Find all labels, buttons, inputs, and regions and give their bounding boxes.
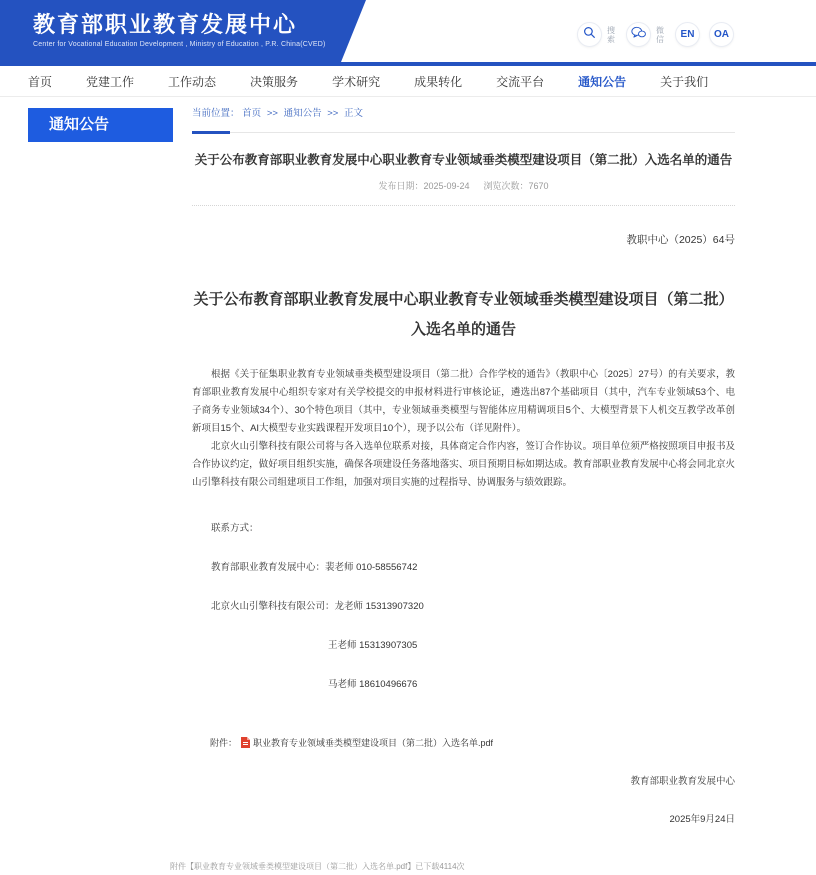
nav-item-achievements[interactable]: 成果转化: [414, 74, 463, 89]
notice-heading: [192, 285, 735, 345]
pdf-icon: [241, 737, 250, 748]
nav-item-exchange-platform[interactable]: 交流平台: [496, 74, 545, 89]
wechat-button[interactable]: [626, 22, 651, 47]
paragraph-2: 北京火山引擎科技有限公司将与各入选单位联系对接，具体商定合作内容，签订合作协议。项目单位须严格按照项目申报书及合作协议约定，做好项目组织实施，确保各项建设任务落地落实、项目预期目标如期达成。教育部职业教育发展中心将会同北京火山引擎科技有限公司组建项目工作组，加强对项目实施的过程指导、协调服务与绩效跟踪。: [192, 441, 735, 488]
oa-button[interactable]: OA: [709, 22, 734, 47]
search-button[interactable]: [577, 22, 602, 47]
attachment-label: 附件：: [210, 738, 238, 748]
notice-heading-line1: 关于公布教育部职业教育发展中心职业教育专业领域垂类模型建设项目（第二批）: [193, 291, 734, 308]
contact-ma: 马老师 18610496676: [328, 679, 418, 690]
site-subtitle-en: Center for Vocational Education Development , Ministry of Education , P.R. China(CVED): [33, 41, 326, 48]
signature-date: 2025年9月24日: [669, 814, 735, 825]
main-nav: [0, 66, 816, 97]
search-icon: [583, 26, 596, 44]
footer-download-info: 附件【职业教育专业领域垂类模型建设项目（第二批）入选名单.pdf】已下载4114次: [170, 862, 465, 871]
nav-item-home[interactable]: 首页: [28, 74, 53, 89]
breadcrumb-home[interactable]: 首页: [242, 108, 262, 119]
views-label: 浏览次数：: [483, 181, 529, 191]
breadcrumb-separator: >>: [327, 108, 339, 119]
attachment-link[interactable]: 职业教育专业领域垂类模型建设项目（第二批）入选名单.pdf: [253, 738, 494, 748]
breadcrumb-notices[interactable]: 通知公告: [283, 108, 322, 119]
site-header: [0, 0, 816, 66]
notice-heading-line2: 入选名单的通告: [410, 321, 516, 338]
contact-wang: 王老师 15313907305: [328, 640, 418, 651]
signature-org: 教育部职业教育发展中心: [630, 776, 735, 787]
paragraph-1: 根据《关于征集职业教育专业领域垂类模型建设项目（第二批）合作学校的通告》（教职中心〔2025〕27号）的有关要求，教育部职业教育发展中心组织专家对有关学校提交的申报材料进行审核论证，遴选出87个基础项目（其中，汽车专业领域53个、电子商务专业领域34个）、30个特色项目（其中，专业领域垂类模型与智能体应用精调项目5个、大模型背景下人机交互教学改革创新项目15个、AI大模型专业实践课程开发项目10个），现予以公布（详见附件）。: [192, 369, 735, 434]
attachment-row: [192, 736, 735, 749]
nav-item-notices[interactable]: 通知公告: [578, 74, 627, 89]
breadcrumb-separator: >>: [266, 108, 278, 119]
site-title: 教育部职业教育发展中心: [33, 12, 298, 37]
article-title: 关于公布教育部职业教育发展中心职业教育专业领域垂类模型建设项目（第二批）入选名单的通告: [194, 153, 733, 167]
breadcrumb-current[interactable]: 正文: [343, 108, 363, 119]
nav-item-academic-research[interactable]: 学术研究: [332, 74, 381, 89]
nav-item-work-news[interactable]: 工作动态: [168, 74, 217, 89]
document-number: 教职中心（2025）64号: [626, 234, 735, 246]
contact-volcano: 北京火山引擎科技有限公司：龙老师 15313907320: [211, 601, 424, 612]
wechat-label: 微信: [656, 25, 664, 44]
sidebar-section-notices[interactable]: 通知公告: [28, 108, 173, 142]
views-count: 7670: [528, 181, 549, 191]
nav-item-decision-services[interactable]: 决策服务: [250, 74, 299, 89]
search-label: 搜索: [607, 25, 615, 44]
language-en-button[interactable]: EN: [675, 22, 700, 47]
meta-separator: [192, 205, 735, 206]
breadcrumb-prefix: 当前位置：: [192, 108, 240, 119]
publish-date-label: 发布日期：: [378, 181, 424, 191]
publish-date: 2025-09-24: [423, 181, 470, 191]
nav-item-about[interactable]: 关于我们: [660, 74, 709, 89]
wechat-icon: [631, 26, 646, 44]
article-meta: [192, 179, 735, 192]
header-toolbar: [577, 22, 734, 47]
article-content: [192, 100, 735, 825]
site-logo[interactable]: [33, 12, 326, 48]
breadcrumb: [192, 100, 735, 133]
nav-item-party-building[interactable]: 党建工作: [86, 74, 135, 89]
contact-cved: 教育部职业教育发展中心：裴老师 010-58556742: [211, 562, 418, 573]
contact-heading: 联系方式：: [211, 523, 259, 534]
